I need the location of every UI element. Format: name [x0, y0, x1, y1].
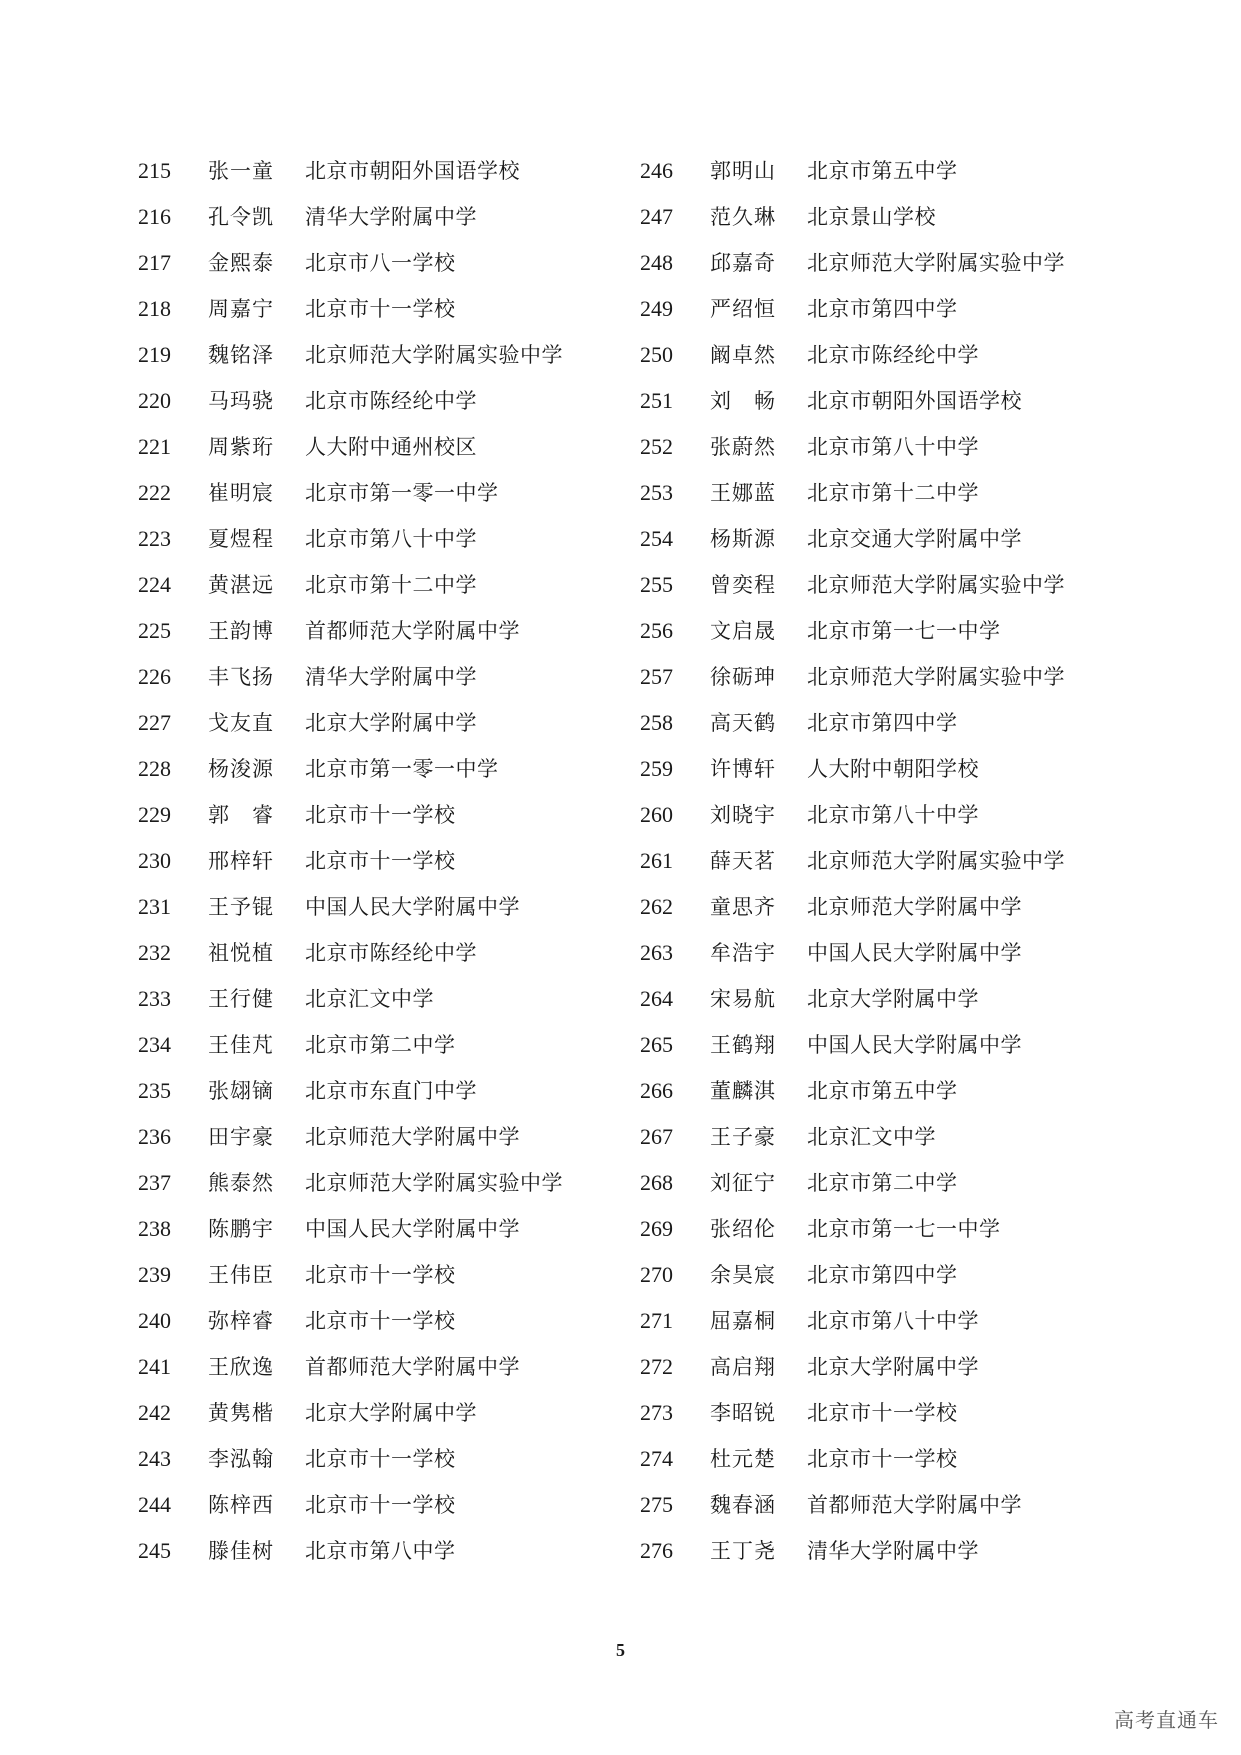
entry-number: 252: [640, 434, 673, 459]
student-name: 郭明山: [710, 159, 776, 183]
entry-number: 221: [138, 434, 171, 459]
student-name: 邱嘉奇: [710, 251, 776, 275]
school-name: 北京市第十二中学: [807, 481, 979, 505]
list-item: [640, 1400, 1065, 1446]
entry-number: 251: [640, 388, 673, 413]
student-name: 余昊宸: [710, 1263, 776, 1287]
entry-number: 272: [640, 1354, 673, 1379]
entry-number: 216: [138, 204, 171, 229]
student-name: 屈嘉桐: [710, 1309, 776, 1333]
school-name: 北京市第八中学: [305, 1539, 456, 1563]
entry-number: 271: [640, 1308, 673, 1333]
list-item: [138, 250, 563, 296]
school-name: 北京市十一学校: [305, 849, 456, 873]
list-item: [138, 894, 563, 940]
list-item: [640, 342, 1065, 388]
list-item: [138, 1170, 563, 1216]
student-name: 严绍恒: [710, 297, 776, 321]
student-name: 文启晟: [710, 619, 776, 643]
page-number: 5: [616, 1640, 625, 1660]
entry-number: 219: [138, 342, 171, 367]
list-item: [640, 388, 1065, 434]
entry-number: 243: [138, 1446, 171, 1471]
list-item: [640, 848, 1065, 894]
school-name: 中国人民大学附属中学: [807, 1033, 1022, 1057]
list-item: [138, 1262, 563, 1308]
entry-number: 250: [640, 342, 673, 367]
entry-number: 231: [138, 894, 171, 919]
list-item: [640, 1262, 1065, 1308]
student-name: 董麟淇: [710, 1079, 776, 1103]
list-item: [640, 1032, 1065, 1078]
entry-number: 254: [640, 526, 673, 551]
student-name: 黄隽楷: [208, 1401, 274, 1425]
entry-number: 229: [138, 802, 171, 827]
list-item: [138, 296, 563, 342]
entry-number: 238: [138, 1216, 171, 1241]
list-item: [138, 1124, 563, 1170]
list-item: [640, 250, 1065, 296]
student-name: 牟浩宇: [710, 941, 776, 965]
list-item: [640, 296, 1065, 342]
student-name: 邢梓轩: [208, 849, 274, 873]
student-name: 杨浚源: [208, 757, 274, 781]
student-name: 王韵博: [208, 619, 274, 643]
student-name: 杜元楚: [710, 1447, 776, 1471]
right-name-list: [640, 158, 1065, 1584]
student-name: 崔明宸: [208, 481, 274, 505]
list-item: [138, 158, 563, 204]
school-name: 北京市第八十中学: [807, 1309, 979, 1333]
list-item: [640, 1124, 1065, 1170]
entry-number: 230: [138, 848, 171, 873]
school-name: 北京市陈经纶中学: [305, 941, 477, 965]
entry-number: 274: [640, 1446, 673, 1471]
school-name: 清华大学附属中学: [807, 1539, 979, 1563]
school-name: 北京市十一学校: [305, 297, 456, 321]
list-item: [138, 204, 563, 250]
student-name: 王丁尧: [710, 1539, 776, 1563]
student-name: 徐砺珅: [710, 665, 776, 689]
list-item: [640, 204, 1065, 250]
school-name: 中国人民大学附属中学: [807, 941, 1022, 965]
student-name: 曾奕程: [710, 573, 776, 597]
student-name: 王娜蓝: [710, 481, 776, 505]
school-name: 北京大学附属中学: [807, 1355, 979, 1379]
school-name: 北京师范大学附属实验中学: [807, 849, 1065, 873]
entry-number: 249: [640, 296, 673, 321]
entry-number: 218: [138, 296, 171, 321]
school-name: 北京师范大学附属实验中学: [807, 573, 1065, 597]
student-name: 陈鹏宇: [208, 1217, 274, 1241]
list-item: [138, 1400, 563, 1446]
student-name: 刘晓宇: [710, 803, 776, 827]
list-item: [640, 1538, 1065, 1584]
list-item: [138, 434, 563, 480]
school-name: 清华大学附属中学: [305, 205, 477, 229]
list-item: [138, 940, 563, 986]
entry-number: 236: [138, 1124, 171, 1149]
student-name: 戈友直: [208, 711, 274, 735]
school-name: 人大附中通州校区: [305, 435, 477, 459]
student-name: 王鹤翔: [710, 1033, 776, 1057]
school-name: 北京市陈经纶中学: [807, 343, 979, 367]
entry-number: 276: [640, 1538, 673, 1563]
list-item: [138, 1032, 563, 1078]
school-name: 北京市第四中学: [807, 711, 958, 735]
list-item: [138, 1216, 563, 1262]
school-name: 北京师范大学附属实验中学: [807, 251, 1065, 275]
list-item: [138, 986, 563, 1032]
list-item: [138, 1354, 563, 1400]
student-name: 许博轩: [710, 757, 776, 781]
school-name: 北京市东直门中学: [305, 1079, 477, 1103]
school-name: 北京市十一学校: [807, 1447, 958, 1471]
entry-number: 228: [138, 756, 171, 781]
list-item: [640, 756, 1065, 802]
student-name: 李昭锐: [710, 1401, 776, 1425]
student-name: 王佳芃: [208, 1033, 274, 1057]
student-name: 田宇豪: [208, 1125, 274, 1149]
entry-number: 240: [138, 1308, 171, 1333]
student-name: 王欣逸: [208, 1355, 274, 1379]
list-item: [640, 664, 1065, 710]
student-name: 金熙泰: [208, 251, 274, 275]
school-name: 北京市第八十中学: [807, 803, 979, 827]
list-item: [138, 802, 563, 848]
entry-number: 232: [138, 940, 171, 965]
entry-number: 266: [640, 1078, 673, 1103]
school-name: 北京汇文中学: [807, 1125, 936, 1149]
school-name: 北京市十一学校: [305, 1309, 456, 1333]
list-item: [640, 480, 1065, 526]
student-name: 李泓翰: [208, 1447, 274, 1471]
school-name: 北京市第一七一中学: [807, 1217, 1001, 1241]
list-item: [640, 526, 1065, 572]
entry-number: 225: [138, 618, 171, 643]
school-name: 北京市第五中学: [807, 1079, 958, 1103]
list-item: [640, 618, 1065, 664]
entry-number: 255: [640, 572, 673, 597]
entry-number: 265: [640, 1032, 673, 1057]
school-name: 首都师范大学附属中学: [305, 619, 520, 643]
entry-number: 220: [138, 388, 171, 413]
student-name: 王行健: [208, 987, 274, 1011]
entry-number: 242: [138, 1400, 171, 1425]
entry-number: 263: [640, 940, 673, 965]
entry-number: 245: [138, 1538, 171, 1563]
entry-number: 239: [138, 1262, 171, 1287]
student-name: 刘 畅: [710, 389, 776, 413]
school-name: 北京汇文中学: [305, 987, 434, 1011]
list-item: [138, 572, 563, 618]
entry-number: 224: [138, 572, 171, 597]
entry-number: 256: [640, 618, 673, 643]
list-item: [138, 1308, 563, 1354]
student-name: 魏春涵: [710, 1493, 776, 1517]
entry-number: 227: [138, 710, 171, 735]
entry-number: 215: [138, 158, 171, 183]
school-name: 北京师范大学附属实验中学: [305, 343, 563, 367]
list-item: [640, 1354, 1065, 1400]
entry-number: 233: [138, 986, 171, 1011]
list-item: [640, 940, 1065, 986]
student-name: 黄湛远: [208, 573, 274, 597]
school-name: 北京市十一学校: [305, 1263, 456, 1287]
school-name: 北京市第八十中学: [807, 435, 979, 459]
student-name: 薛天茗: [710, 849, 776, 873]
student-name: 夏煜程: [208, 527, 274, 551]
list-item: [640, 434, 1065, 480]
school-name: 北京市第八十中学: [305, 527, 477, 551]
list-item: [138, 480, 563, 526]
student-name: 张一童: [208, 159, 274, 183]
list-item: [640, 710, 1065, 756]
school-name: 北京市陈经纶中学: [305, 389, 477, 413]
school-name: 首都师范大学附属中学: [807, 1493, 1022, 1517]
list-item: [138, 848, 563, 894]
school-name: 北京市八一学校: [305, 251, 456, 275]
student-name: 陈梓西: [208, 1493, 274, 1517]
entry-number: 259: [640, 756, 673, 781]
school-name: 首都师范大学附属中学: [305, 1355, 520, 1379]
list-item: [640, 1308, 1065, 1354]
entry-number: 268: [640, 1170, 673, 1195]
entry-number: 269: [640, 1216, 673, 1241]
school-name: 中国人民大学附属中学: [305, 895, 520, 919]
student-name: 孔令凯: [208, 205, 274, 229]
entry-number: 257: [640, 664, 673, 689]
list-item: [138, 618, 563, 664]
school-name: 北京市第一零一中学: [305, 481, 499, 505]
school-name: 北京师范大学附属中学: [807, 895, 1022, 919]
student-name: 周嘉宁: [208, 297, 274, 321]
student-name: 王予锟: [208, 895, 274, 919]
entry-number: 244: [138, 1492, 171, 1517]
list-item: [640, 1216, 1065, 1262]
list-item: [640, 1446, 1065, 1492]
school-name: 北京市第一七一中学: [807, 619, 1001, 643]
school-name: 北京市第十二中学: [305, 573, 477, 597]
entry-number: 226: [138, 664, 171, 689]
entry-number: 247: [640, 204, 673, 229]
student-name: 弥梓睿: [208, 1309, 274, 1333]
student-name: 周紫珩: [208, 435, 274, 459]
school-name: 北京市十一学校: [305, 1493, 456, 1517]
school-name: 北京市第二中学: [305, 1033, 456, 1057]
school-name: 北京大学附属中学: [807, 987, 979, 1011]
list-item: [640, 572, 1065, 618]
school-name: 北京景山学校: [807, 205, 936, 229]
student-name: 高启翔: [710, 1355, 776, 1379]
student-name: 王子豪: [710, 1125, 776, 1149]
list-item: [138, 1538, 563, 1584]
watermark-text: 高考直通车: [1114, 1708, 1219, 1732]
student-name: 王伟臣: [208, 1263, 274, 1287]
entry-number: 222: [138, 480, 171, 505]
entry-number: 264: [640, 986, 673, 1011]
list-item: [640, 802, 1065, 848]
left-name-list: [138, 158, 563, 1584]
student-name: 魏铭泽: [208, 343, 274, 367]
entry-number: 223: [138, 526, 171, 551]
school-name: 清华大学附属中学: [305, 665, 477, 689]
list-item: [138, 388, 563, 434]
entry-number: 237: [138, 1170, 171, 1195]
list-item: [138, 1446, 563, 1492]
list-item: [138, 526, 563, 572]
school-name: 北京市十一学校: [305, 1447, 456, 1471]
school-name: 北京市朝阳外国语学校: [305, 159, 520, 183]
entry-number: 217: [138, 250, 171, 275]
student-name: 童思齐: [710, 895, 776, 919]
list-item: [640, 894, 1065, 940]
entry-number: 260: [640, 802, 673, 827]
school-name: 北京师范大学附属实验中学: [305, 1171, 563, 1195]
student-name: 滕佳树: [208, 1539, 274, 1563]
school-name: 北京交通大学附属中学: [807, 527, 1022, 551]
student-name: 杨斯源: [710, 527, 776, 551]
school-name: 中国人民大学附属中学: [305, 1217, 520, 1241]
school-name: 北京师范大学附属中学: [305, 1125, 520, 1149]
school-name: 北京大学附属中学: [305, 711, 477, 735]
student-name: 张绍伦: [710, 1217, 776, 1241]
entry-number: 253: [640, 480, 673, 505]
school-name: 北京市十一学校: [807, 1401, 958, 1425]
list-item: [138, 342, 563, 388]
student-name: 祖悦植: [208, 941, 274, 965]
student-name: 熊泰然: [208, 1171, 274, 1195]
entry-number: 258: [640, 710, 673, 735]
list-item: [640, 1170, 1065, 1216]
school-name: 北京市第二中学: [807, 1171, 958, 1195]
student-name: 郭 睿: [208, 803, 274, 827]
school-name: 人大附中朝阳学校: [807, 757, 979, 781]
student-name: 宋易航: [710, 987, 776, 1011]
student-name: 丰飞扬: [208, 665, 274, 689]
list-item: [138, 756, 563, 802]
entry-number: 246: [640, 158, 673, 183]
entry-number: 273: [640, 1400, 673, 1425]
entry-number: 248: [640, 250, 673, 275]
school-name: 北京市第四中学: [807, 297, 958, 321]
student-name: 马玛骁: [208, 389, 274, 413]
entry-number: 261: [640, 848, 673, 873]
entry-number: 267: [640, 1124, 673, 1149]
school-name: 北京市第一零一中学: [305, 757, 499, 781]
entry-number: 234: [138, 1032, 171, 1057]
list-item: [138, 1492, 563, 1538]
school-name: 北京市第五中学: [807, 159, 958, 183]
school-name: 北京市第四中学: [807, 1263, 958, 1287]
list-item: [640, 986, 1065, 1032]
entry-number: 262: [640, 894, 673, 919]
school-name: 北京市十一学校: [305, 803, 456, 827]
school-name: 北京大学附属中学: [305, 1401, 477, 1425]
student-name: 高天鹤: [710, 711, 776, 735]
list-item: [640, 1078, 1065, 1124]
school-name: 北京师范大学附属实验中学: [807, 665, 1065, 689]
entry-number: 270: [640, 1262, 673, 1287]
student-name: 张蔚然: [710, 435, 776, 459]
student-name: 张翃镝: [208, 1079, 274, 1103]
list-item: [640, 158, 1065, 204]
entry-number: 235: [138, 1078, 171, 1103]
student-name: 阚卓然: [710, 343, 776, 367]
list-item: [138, 710, 563, 756]
list-item: [138, 664, 563, 710]
school-name: 北京市朝阳外国语学校: [807, 389, 1022, 413]
student-name: 刘征宁: [710, 1171, 776, 1195]
list-item: [138, 1078, 563, 1124]
entry-number: 241: [138, 1354, 171, 1379]
entry-number: 275: [640, 1492, 673, 1517]
student-name: 范久琳: [710, 205, 776, 229]
list-item: [640, 1492, 1065, 1538]
